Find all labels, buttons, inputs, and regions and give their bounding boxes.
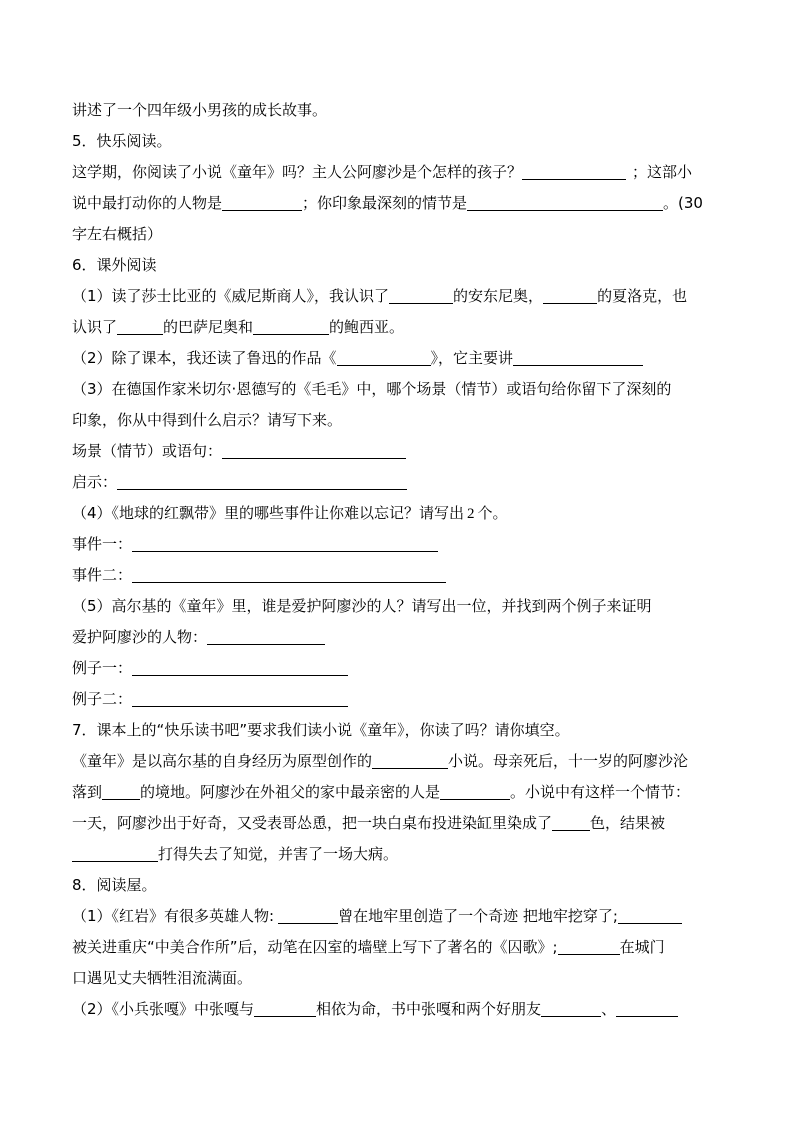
question-6-1-line-1: （1）读了莎士比亚的《威尼斯商人》，我认识了 的安东尼奥， 的夏洛克，也 bbox=[72, 287, 688, 305]
question-8-1-line-3: 口遇见丈夫牺牲泪流满面。 bbox=[72, 969, 253, 987]
answer-blank[interactable] bbox=[522, 164, 626, 180]
answer-blank[interactable] bbox=[132, 567, 446, 583]
answer-blank[interactable] bbox=[618, 908, 682, 924]
answer-blank[interactable] bbox=[132, 536, 438, 552]
question-6-5-person: 爱护阿廖沙的人物： bbox=[72, 622, 732, 653]
answer-blank[interactable] bbox=[552, 815, 590, 831]
answer-blank[interactable] bbox=[389, 288, 453, 304]
answer-blank[interactable] bbox=[278, 908, 338, 924]
answer-blank[interactable] bbox=[254, 1001, 316, 1017]
answer-blank[interactable] bbox=[222, 195, 302, 211]
question-7-line-2: 落到 的境地。阿廖沙在外祖父的家中最亲密的人是 。小说中有这样一个情节： bbox=[72, 783, 691, 801]
answer-blank[interactable] bbox=[132, 691, 348, 707]
answer-blank[interactable] bbox=[616, 1001, 678, 1017]
question-7-line-4: 打得失去了知觉，并害了一场大病。 bbox=[72, 839, 732, 870]
answer-blank[interactable] bbox=[253, 319, 329, 335]
answer-blank[interactable] bbox=[222, 443, 406, 459]
answer-blank[interactable] bbox=[207, 629, 325, 645]
question-6-5: （5）高尔基的《童年》里，谁是爱护阿廖沙的人？请写出一位，并找到两个例子来证明 bbox=[72, 597, 652, 615]
question-6-2: （2）除了课本，我还读了鲁迅的作品《 》，它主要讲 bbox=[72, 343, 732, 374]
question-8-2: （2）《小兵张嘎》中张嘎与 相依为命，书中张嘎和两个好朋友 、 bbox=[72, 994, 732, 1025]
question-5-line-2: 说中最打动你的人物是 ；你印象最深刻的情节是 。(30 bbox=[72, 194, 703, 212]
answer-blank[interactable] bbox=[132, 660, 348, 676]
question-6-1-line-2: 认识了 的巴萨尼奥和 的鲍西亚。 bbox=[72, 318, 405, 336]
question-6-3-line-1: （3）在德国作家米切尔·恩德写的《毛毛》中，哪个场景（情节）或语句给你留下了深刻的 bbox=[72, 380, 672, 398]
answer-blank[interactable] bbox=[72, 846, 158, 862]
question-7-line-3: 一天，阿廖沙出于好奇，又受表哥怂恿，把一块白桌布投进染缸里染成了 色，结果被 bbox=[72, 814, 666, 832]
question-6-4: （4）《地球的红飘带》里的哪些事件让你难以忘记？请写出 2 个。 bbox=[72, 504, 508, 522]
question-5-title: 5．快乐阅读。 bbox=[72, 132, 172, 150]
question-8-1-line-2: 被关进重庆“中美合作所”后，动笔在囚室的墙壁上写下了著名的《囚歌》; 在城门 bbox=[72, 938, 665, 956]
question-6-4-event-1: 事件一： bbox=[72, 529, 732, 560]
question-5-line-3: 字左右概括） bbox=[72, 225, 163, 243]
answer-blank[interactable] bbox=[372, 753, 448, 769]
question-5-line-1: 这学期，你阅读了小说《童年》吗？主人公阿廖沙是个怎样的孩子？ ；这部小 bbox=[72, 163, 693, 181]
answer-blank[interactable] bbox=[440, 784, 510, 800]
answer-blank[interactable] bbox=[543, 288, 597, 304]
question-6-5-example-1: 例子一： bbox=[72, 653, 732, 684]
question-6-3-line-2: 印象，你从中得到什么启示？请写下来。 bbox=[72, 411, 343, 429]
question-8-1-line-1: （1）《红岩》有很多英雄人物: 曾在地牢里创造了一个奇迹 把地牢挖穿了; bbox=[72, 901, 732, 932]
question-6-title: 6．课外阅读 bbox=[72, 256, 157, 274]
text-line: 讲述了一个四年级小男孩的成长故事。 bbox=[72, 101, 328, 119]
question-6-5-example-2: 例子二： bbox=[72, 684, 732, 715]
answer-blank[interactable] bbox=[337, 350, 431, 366]
question-6-3-insight: 启示： bbox=[72, 467, 732, 498]
answer-blank[interactable] bbox=[117, 474, 407, 490]
answer-blank[interactable] bbox=[467, 195, 663, 211]
answer-blank[interactable] bbox=[541, 1001, 601, 1017]
answer-blank[interactable] bbox=[102, 784, 140, 800]
question-7-title: 7．课本上的“快乐读书吧”要求我们读小说《童年》，你读了吗？请你填空。 bbox=[72, 721, 570, 739]
question-8-title: 8．阅读屋。 bbox=[72, 876, 157, 894]
answer-blank[interactable] bbox=[513, 350, 643, 366]
question-7-line-1: 《童年》是以高尔基的自身经历为原型创作的 小说。母亲死后，十一岁的阿廖沙沦 bbox=[72, 752, 689, 770]
worksheet-page bbox=[72, 95, 732, 1025]
answer-blank[interactable] bbox=[117, 319, 163, 335]
question-6-3-scene: 场景（情节）或语句： bbox=[72, 436, 732, 467]
question-6-4-event-2: 事件二： bbox=[72, 560, 732, 591]
answer-blank[interactable] bbox=[558, 939, 620, 955]
